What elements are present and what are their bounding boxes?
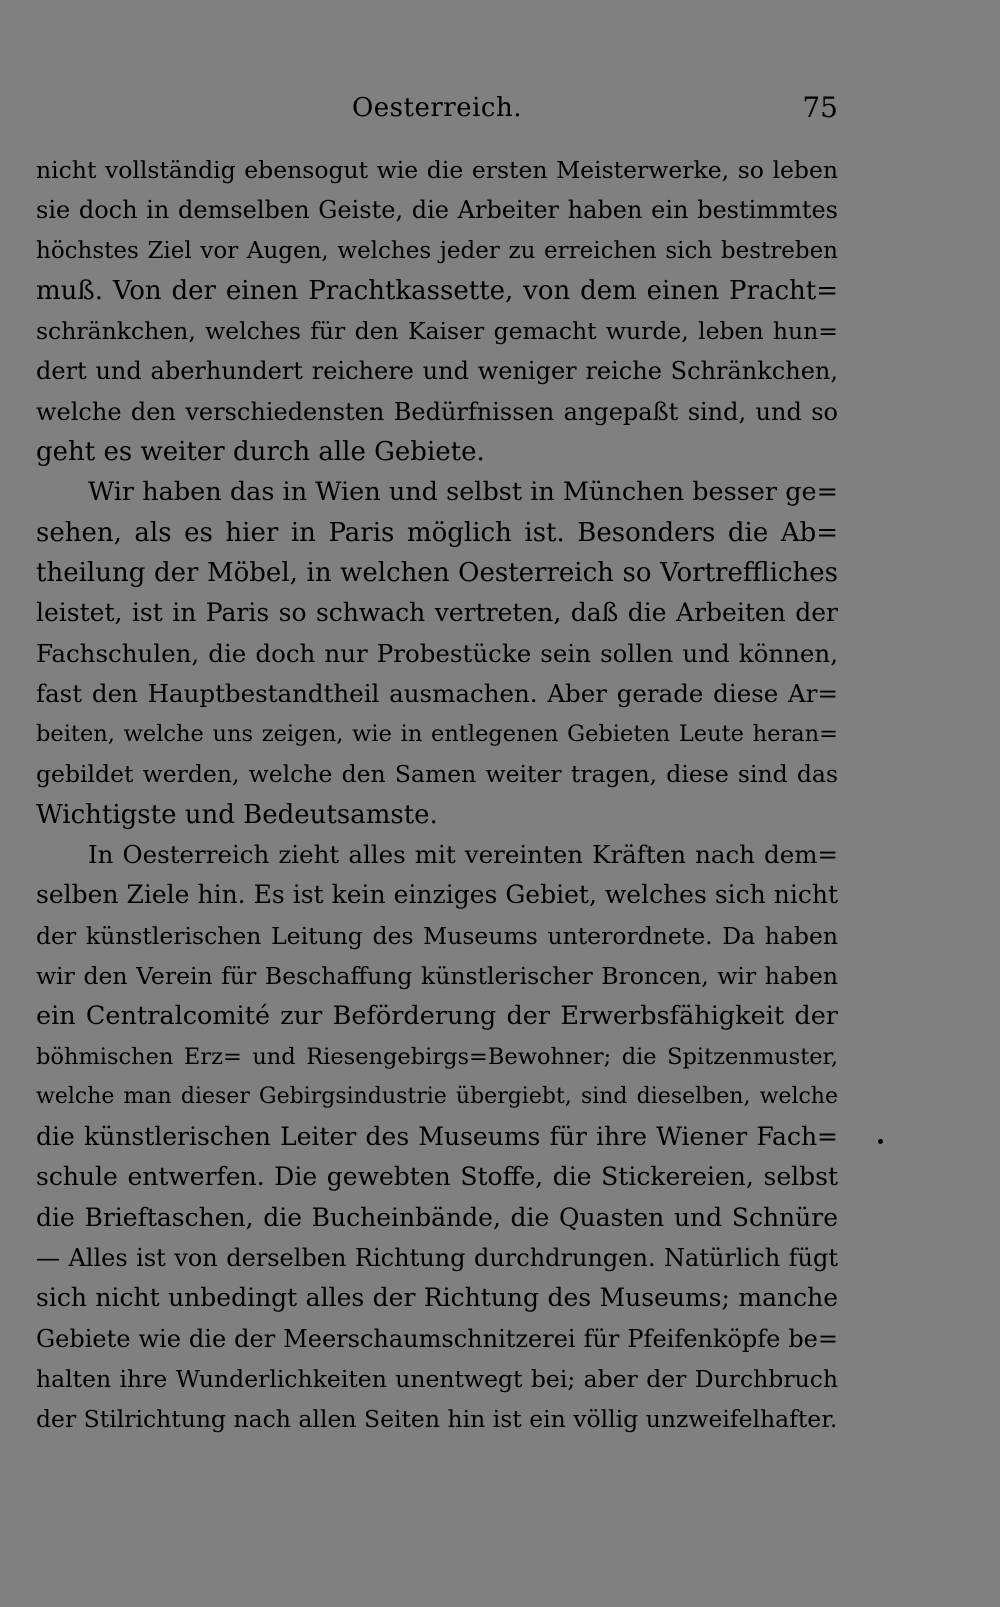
text-line: ein Centralcomité zur Beförderung der Erwerbsfähigkeit der bbox=[36, 1001, 838, 1032]
text-line: dert und aberhundert reichere und weniger reiche Schränkchen, bbox=[36, 357, 838, 386]
text-line: die Brieftaschen, die Bucheinbände, die Quasten und Schnüre bbox=[36, 1202, 838, 1232]
text-line: Wir haben das in Wien und selbst in München besser ge= bbox=[88, 477, 838, 508]
text-line: selben Ziele hin. Es ist kein einziges Gebiet, welches sich nicht bbox=[36, 880, 838, 910]
text-line: beiten, welche uns zeigen, wie in entlegenen Gebieten Leute heran= bbox=[36, 721, 838, 748]
body-text bbox=[36, 150, 838, 1440]
text-line: böhmischen Erz= und Riesengebirgs=Bewohner; die Spitzenmuster, bbox=[36, 1043, 838, 1070]
text-line: muß. Von der einen Prachtkassette, von dem einen Pracht= bbox=[36, 275, 838, 306]
text-line: In Oesterreich zieht alles mit vereinten Kräften nach dem= bbox=[88, 840, 838, 870]
text-line: sie doch in demselben Geiste, die Arbeiter haben ein bestimmtes bbox=[36, 196, 838, 225]
text-line: Fachschulen, die doch nur Probestücke sein sollen und können, bbox=[36, 638, 838, 668]
text-line: der künstlerischen Leitung des Museums unterordnete. Da haben bbox=[36, 921, 838, 950]
text-line: fast den Hauptbestandtheil ausmachen. Aber gerade diese Ar= bbox=[36, 678, 838, 708]
text-line: halten ihre Wunderlichkeiten unentwegt bei; aber der Durchbruch bbox=[36, 1364, 838, 1393]
paragraph-2 bbox=[36, 472, 838, 835]
paragraph-1 bbox=[36, 150, 838, 472]
running-head: Oesterreich. bbox=[351, 93, 522, 123]
text-line: höchstes Ziel vor Augen, welches jeder zu erreichen sich bestreben bbox=[36, 237, 838, 264]
text-line: schule entwerfen. Die gewebten Stoffe, die Stickereien, selbst bbox=[36, 1162, 838, 1192]
paragraph-3 bbox=[36, 835, 838, 1439]
text-line: geht es weiter durch alle Gebiete. bbox=[36, 437, 485, 468]
text-line: der Stilrichtung nach allen Seiten hin ist ein völlig unzweifelhafter. bbox=[36, 1405, 838, 1434]
text-line: welche den verschiedensten Bedürfnissen angepaßt sind, und so bbox=[36, 397, 838, 426]
text-line: leistet, ist in Paris so schwach vertreten, daß die Arbeiten der bbox=[36, 598, 838, 628]
text-line: wir den Verein für Beschaffung künstlerischer Broncen, wir haben bbox=[36, 961, 838, 990]
text-line: nicht vollständig ebensogut wie die ersten Meisterwerke, so leben bbox=[36, 156, 838, 184]
text-line: gebildet werden, welche den Samen weiter tragen, diese sind das bbox=[36, 760, 838, 789]
text-line: welche man dieser Gebirgsindustrie übergiebt, sind dieselben, welche bbox=[36, 1083, 838, 1109]
text-line: schränkchen, welches für den Kaiser gemacht wurde, leben hun= bbox=[36, 317, 838, 346]
margin-dot-mark bbox=[878, 1139, 883, 1144]
text-line: sich nicht unbedingt alles der Richtung des Museums; manche bbox=[36, 1283, 838, 1313]
text-line: sehen, als es hier in Paris möglich ist. Besonders die Ab= bbox=[36, 517, 838, 548]
text-line: Wichtigste und Bedeutsamste. bbox=[36, 799, 438, 830]
text-line: theilung der Möbel, in welchen Oesterreich so Vortreffliches bbox=[36, 557, 838, 588]
page-number: 75 bbox=[802, 91, 838, 124]
text-line: — Alles ist von derselben Richtung durchdrungen. Natürlich fügt bbox=[36, 1244, 838, 1273]
text-line: die künstlerischen Leiter des Museums für ihre Wiener Fach= bbox=[36, 1122, 838, 1152]
text-line: Gebiete wie die der Meerschaumschnitzerei für Pfeifenköpfe be= bbox=[36, 1324, 838, 1353]
page-header bbox=[36, 88, 838, 128]
